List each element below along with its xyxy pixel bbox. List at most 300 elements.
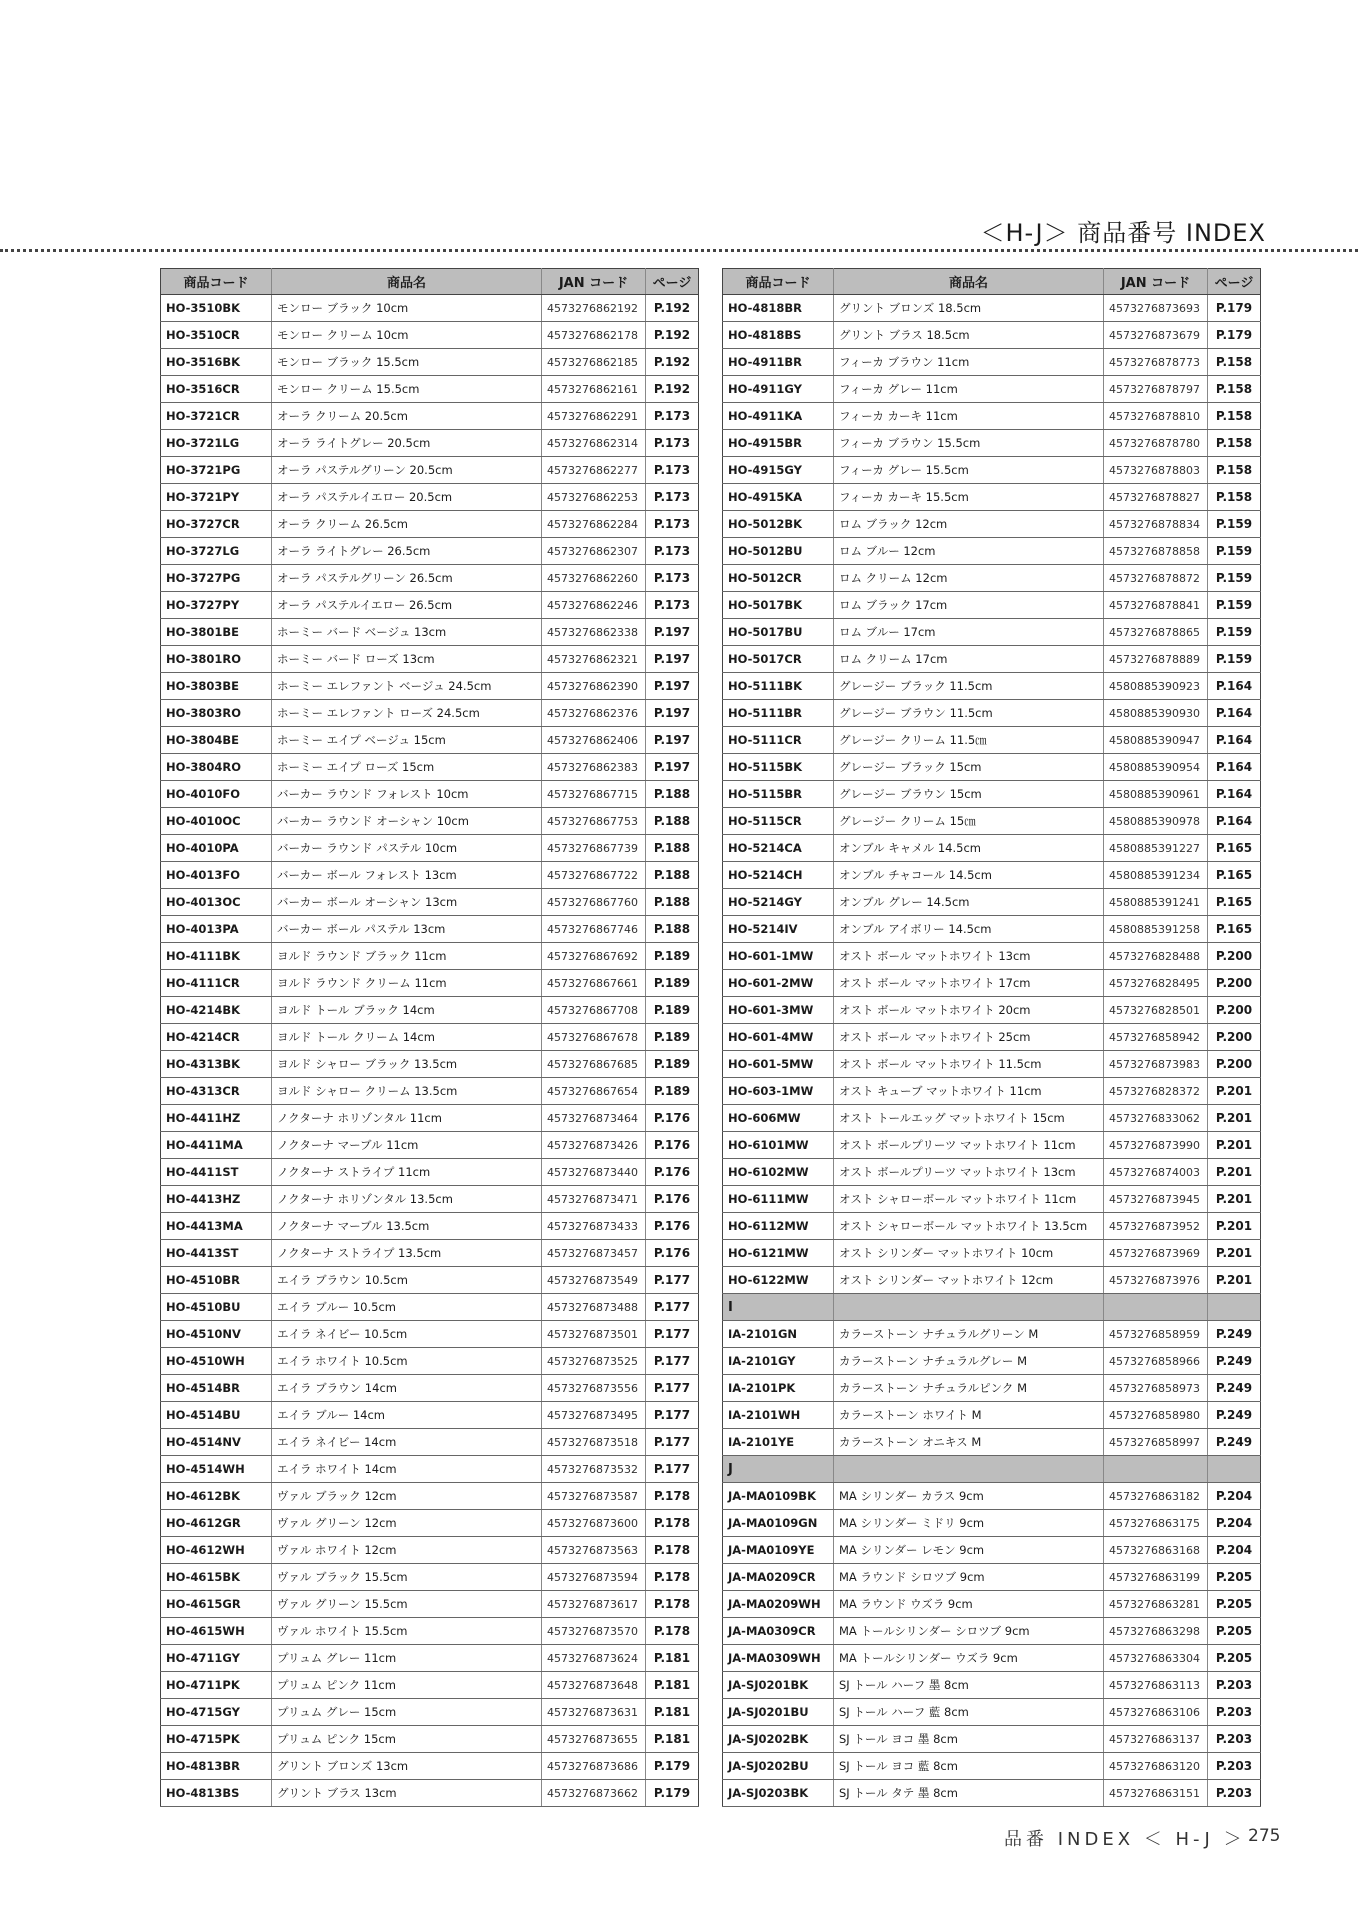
product-code: HO-4615WH <box>161 1618 272 1645</box>
page-ref: P.164 <box>1208 727 1261 754</box>
product-code: JA-SJ0201BK <box>723 1672 834 1699</box>
product-name: オスト シャローボール マットホワイト 11cm <box>834 1186 1104 1213</box>
page-ref: P.176 <box>646 1240 699 1267</box>
page-ref: P.177 <box>646 1348 699 1375</box>
product-code: HO-3510CR <box>161 322 272 349</box>
product-name: オンブル グレー 14.5cm <box>834 889 1104 916</box>
table-row <box>723 295 1261 322</box>
table-row <box>161 1024 699 1051</box>
page-ref: P.201 <box>1208 1159 1261 1186</box>
table-row <box>161 1105 699 1132</box>
page-ref: P.173 <box>646 538 699 565</box>
table-row <box>723 1024 1261 1051</box>
jan-code: 4573276858959 <box>1104 1321 1208 1348</box>
product-name: MA トールシリンダー シロツブ 9cm <box>834 1618 1104 1645</box>
jan-code: 4573276862246 <box>542 592 646 619</box>
product-name: バーカー ボール オーシャン 13cm <box>272 889 542 916</box>
page-ref: P.201 <box>1208 1267 1261 1294</box>
product-name: オスト ボールプリーツ マットホワイト 13cm <box>834 1159 1104 1186</box>
page-ref: P.173 <box>646 457 699 484</box>
product-code: HO-4010FO <box>161 781 272 808</box>
product-code: HO-5115BR <box>723 781 834 808</box>
product-name: フィーカ グレー 11cm <box>834 376 1104 403</box>
jan-code: 4573276878803 <box>1104 457 1208 484</box>
table-row <box>161 835 699 862</box>
page-ref: P.201 <box>1208 1078 1261 1105</box>
jan-code: 4573276863120 <box>1104 1753 1208 1780</box>
table-row <box>161 916 699 943</box>
page-ref: P.192 <box>646 376 699 403</box>
product-code: IA-2101YE <box>723 1429 834 1456</box>
product-code: HO-4813BS <box>161 1780 272 1807</box>
product-name: オーラ パステルグリーン 20.5cm <box>272 457 542 484</box>
product-code: IA-2101GY <box>723 1348 834 1375</box>
jan-code: 4573276878827 <box>1104 484 1208 511</box>
jan-code: 4573276862406 <box>542 727 646 754</box>
product-name: エイラ ブラウン 10.5cm <box>272 1267 542 1294</box>
table-row <box>161 1537 699 1564</box>
page-ref: P.205 <box>1208 1591 1261 1618</box>
product-code: HO-4510BR <box>161 1267 272 1294</box>
product-code: HO-5012BU <box>723 538 834 565</box>
table-row <box>723 430 1261 457</box>
index-table-left <box>160 268 698 1807</box>
product-name: グリント ブロンズ 13cm <box>272 1753 542 1780</box>
jan-code: 4573276862390 <box>542 673 646 700</box>
product-name: ヨルド ラウンド クリーム 11cm <box>272 970 542 997</box>
product-code: HO-3803RO <box>161 700 272 727</box>
product-name: カラーストーン ナチュラルピンク M <box>834 1375 1104 1402</box>
jan-code: 4573276873525 <box>542 1348 646 1375</box>
product-code: HO-4711PK <box>161 1672 272 1699</box>
table-row <box>723 646 1261 673</box>
product-name: ヴァル グリーン 12cm <box>272 1510 542 1537</box>
table-row <box>161 1078 699 1105</box>
page-ref: P.249 <box>1208 1348 1261 1375</box>
product-name: カラーストーン オニキス M <box>834 1429 1104 1456</box>
product-code: HO-606MW <box>723 1105 834 1132</box>
product-code: HO-6122MW <box>723 1267 834 1294</box>
footer-label: 品番 INDEX ＜ H-J ＞ <box>1004 1829 1246 1850</box>
table-row <box>723 1429 1261 1456</box>
jan-code: 4573276873693 <box>1104 295 1208 322</box>
page-ref: P.177 <box>646 1267 699 1294</box>
header-name: 商品名 <box>272 269 542 295</box>
product-name: グリント ブロンズ 18.5cm <box>834 295 1104 322</box>
jan-code: 4573276828372 <box>1104 1078 1208 1105</box>
product-code: JA-MA0109YE <box>723 1537 834 1564</box>
jan-code: 4573276862307 <box>542 538 646 565</box>
product-code: JA-SJ0202BK <box>723 1726 834 1753</box>
product-name: プリュム グレー 11cm <box>272 1645 542 1672</box>
table-row <box>161 619 699 646</box>
page-ref: P.164 <box>1208 673 1261 700</box>
product-code: HO-4514WH <box>161 1456 272 1483</box>
product-name: ノクターナ マーブル 11cm <box>272 1132 542 1159</box>
jan-code: 4573276867678 <box>542 1024 646 1051</box>
jan-code: 4573276863113 <box>1104 1672 1208 1699</box>
table-row <box>161 1564 699 1591</box>
product-name: オスト ボール マットホワイト 17cm <box>834 970 1104 997</box>
page-ref: P.164 <box>1208 781 1261 808</box>
product-code: HO-4013OC <box>161 889 272 916</box>
product-code: HO-4013PA <box>161 916 272 943</box>
table-row <box>161 889 699 916</box>
product-code: HO-6101MW <box>723 1132 834 1159</box>
page-ref: P.177 <box>646 1402 699 1429</box>
table-row <box>723 457 1261 484</box>
page-ref: P.201 <box>1208 1240 1261 1267</box>
table-row <box>161 1456 699 1483</box>
product-code: HO-5017CR <box>723 646 834 673</box>
page-ref: P.179 <box>646 1780 699 1807</box>
product-code: HO-3801BE <box>161 619 272 646</box>
product-name: ヨルド トール ブラック 14cm <box>272 997 542 1024</box>
product-code: HO-5017BU <box>723 619 834 646</box>
product-code: HO-4612BK <box>161 1483 272 1510</box>
product-code: HO-4411ST <box>161 1159 272 1186</box>
product-name: MA ラウンド シロツブ 9cm <box>834 1564 1104 1591</box>
jan-code: 4573276862321 <box>542 646 646 673</box>
product-name: オスト ボールプリーツ マットホワイト 11cm <box>834 1132 1104 1159</box>
table-row <box>161 1321 699 1348</box>
product-name: オスト シャローボール マットホワイト 13.5cm <box>834 1213 1104 1240</box>
table-row <box>161 484 699 511</box>
page-ref: P.189 <box>646 943 699 970</box>
page-ref: P.158 <box>1208 430 1261 457</box>
jan-code: 4573276863298 <box>1104 1618 1208 1645</box>
jan-code: 4573276862178 <box>542 322 646 349</box>
index-table-right <box>722 268 1260 1807</box>
table-row <box>723 1726 1261 1753</box>
product-name: エイラ ネイビー 14cm <box>272 1429 542 1456</box>
page-ref: P.179 <box>1208 322 1261 349</box>
product-code: HO-4510WH <box>161 1348 272 1375</box>
table-row <box>161 1051 699 1078</box>
table-row <box>161 1726 699 1753</box>
page-ref: P.203 <box>1208 1753 1261 1780</box>
page-ref: P.188 <box>646 835 699 862</box>
table-row <box>723 1348 1261 1375</box>
table-row <box>161 1186 699 1213</box>
page-ref: P.249 <box>1208 1375 1261 1402</box>
product-code: HO-4818BR <box>723 295 834 322</box>
table-row <box>723 1483 1261 1510</box>
jan-code: 4573276862284 <box>542 511 646 538</box>
page-ref: P.189 <box>646 997 699 1024</box>
product-code: HO-4711GY <box>161 1645 272 1672</box>
product-code: HO-3801RO <box>161 646 272 673</box>
header-jan: JAN コード <box>542 269 646 295</box>
table-row <box>161 1699 699 1726</box>
section-filler <box>1208 1294 1261 1321</box>
table-row <box>723 916 1261 943</box>
jan-code: 4580885390947 <box>1104 727 1208 754</box>
product-name: プリュム ピンク 15cm <box>272 1726 542 1753</box>
product-code: HO-5111BR <box>723 700 834 727</box>
product-code: HO-4514NV <box>161 1429 272 1456</box>
page-ref: P.177 <box>646 1375 699 1402</box>
product-code: HO-5111CR <box>723 727 834 754</box>
jan-code: 4573276863106 <box>1104 1699 1208 1726</box>
product-name: ホーミー エイプ ベージュ 15cm <box>272 727 542 754</box>
jan-code: 4573276867753 <box>542 808 646 835</box>
table-row <box>723 1780 1261 1807</box>
page-number: 275 <box>1248 1826 1281 1846</box>
product-name: オスト ボール マットホワイト 13cm <box>834 943 1104 970</box>
product-code: HO-4010OC <box>161 808 272 835</box>
jan-code: 4580885391227 <box>1104 835 1208 862</box>
page-ref: P.178 <box>646 1510 699 1537</box>
jan-code: 4573276873952 <box>1104 1213 1208 1240</box>
page-ref: P.158 <box>1208 349 1261 376</box>
product-name: ロム ブルー 17cm <box>834 619 1104 646</box>
jan-code: 4580885390961 <box>1104 781 1208 808</box>
table-row <box>723 1672 1261 1699</box>
jan-code: 4573276828495 <box>1104 970 1208 997</box>
table-row <box>161 1294 699 1321</box>
table-row <box>161 727 699 754</box>
product-name: バーカー ラウンド フォレスト 10cm <box>272 781 542 808</box>
page-ref: P.188 <box>646 916 699 943</box>
table-row <box>723 1051 1261 1078</box>
table-row <box>161 646 699 673</box>
product-name: SJ トール ハーフ 墨 8cm <box>834 1672 1104 1699</box>
page-ref: P.181 <box>646 1699 699 1726</box>
page-ref: P.189 <box>646 1051 699 1078</box>
table-row <box>161 1753 699 1780</box>
product-code: HO-4013FO <box>161 862 272 889</box>
product-name: モンロー ブラック 15.5cm <box>272 349 542 376</box>
page-title: ＜H-J＞ 商品番号 INDEX <box>980 219 1266 247</box>
table-row <box>723 1321 1261 1348</box>
table-row <box>161 1618 699 1645</box>
product-name: オスト キューブ マットホワイト 11cm <box>834 1078 1104 1105</box>
product-name: MA シリンダー カラス 9cm <box>834 1483 1104 1510</box>
jan-code: 4573276878841 <box>1104 592 1208 619</box>
jan-code: 4573276863199 <box>1104 1564 1208 1591</box>
product-name: SJ トール ヨコ 墨 8cm <box>834 1726 1104 1753</box>
product-name: ロム クリーム 12cm <box>834 565 1104 592</box>
jan-code: 4573276873600 <box>542 1510 646 1537</box>
table-row <box>723 1132 1261 1159</box>
table-row <box>723 862 1261 889</box>
product-name: オーラ クリーム 20.5cm <box>272 403 542 430</box>
page-ref: P.176 <box>646 1132 699 1159</box>
product-code: HO-6111MW <box>723 1186 834 1213</box>
product-code: HO-4612GR <box>161 1510 272 1537</box>
jan-code: 4573276873563 <box>542 1537 646 1564</box>
jan-code: 4573276873976 <box>1104 1267 1208 1294</box>
jan-code: 4573276862277 <box>542 457 646 484</box>
product-code: HO-4313CR <box>161 1078 272 1105</box>
page-ref: P.192 <box>646 322 699 349</box>
jan-code: 4573276863304 <box>1104 1645 1208 1672</box>
product-code: HO-4514BU <box>161 1402 272 1429</box>
table-row <box>723 1618 1261 1645</box>
jan-code: 4573276867708 <box>542 997 646 1024</box>
product-name: フィーカ カーキ 15.5cm <box>834 484 1104 511</box>
product-name: エイラ ホワイト 10.5cm <box>272 1348 542 1375</box>
table-row <box>161 1591 699 1618</box>
table-row <box>161 754 699 781</box>
product-name: ロム ブルー 12cm <box>834 538 1104 565</box>
page-ref: P.164 <box>1208 754 1261 781</box>
table-row <box>723 322 1261 349</box>
jan-code: 4573276878773 <box>1104 349 1208 376</box>
table-row <box>161 1645 699 1672</box>
table-row <box>723 943 1261 970</box>
product-code: JA-MA0309CR <box>723 1618 834 1645</box>
product-code: HO-4413MA <box>161 1213 272 1240</box>
table-row <box>161 673 699 700</box>
jan-code: 4573276873969 <box>1104 1240 1208 1267</box>
product-name: カラーストーン ナチュラルグリーン M <box>834 1321 1104 1348</box>
jan-code: 4573276874003 <box>1104 1159 1208 1186</box>
page-ref: P.204 <box>1208 1483 1261 1510</box>
table-row <box>161 1159 699 1186</box>
product-code: HO-5111BK <box>723 673 834 700</box>
jan-code: 4573276873556 <box>542 1375 646 1402</box>
product-name: オスト シリンダー マットホワイト 12cm <box>834 1267 1104 1294</box>
table-row <box>723 781 1261 808</box>
table-row <box>161 1348 699 1375</box>
page-ref: P.178 <box>646 1618 699 1645</box>
product-name: オーラ ライトグレー 20.5cm <box>272 430 542 457</box>
page-ref: P.181 <box>646 1645 699 1672</box>
product-name: モンロー クリーム 10cm <box>272 322 542 349</box>
table-row <box>161 322 699 349</box>
product-name: ヴァル グリーン 15.5cm <box>272 1591 542 1618</box>
page-ref: P.189 <box>646 1078 699 1105</box>
table-row <box>723 889 1261 916</box>
product-code: HO-4911BR <box>723 349 834 376</box>
product-code: HO-3727PY <box>161 592 272 619</box>
section-filler <box>1208 1456 1261 1483</box>
table-row <box>161 997 699 1024</box>
product-name: MA シリンダー ミドリ 9cm <box>834 1510 1104 1537</box>
table-row <box>723 808 1261 835</box>
page-ref: P.189 <box>646 1024 699 1051</box>
product-name: モンロー ブラック 10cm <box>272 295 542 322</box>
product-code: HO-4510NV <box>161 1321 272 1348</box>
product-code: JA-MA0209CR <box>723 1564 834 1591</box>
product-name: ヨルド シャロー ブラック 13.5cm <box>272 1051 542 1078</box>
product-name: ホーミー エレファント ローズ 24.5cm <box>272 700 542 727</box>
jan-code: 4573276867722 <box>542 862 646 889</box>
table-row <box>161 1240 699 1267</box>
product-name: グレージー ブラウン 15cm <box>834 781 1104 808</box>
product-code: HO-5017BK <box>723 592 834 619</box>
product-code: IA-2101WH <box>723 1402 834 1429</box>
header-code: 商品コード <box>723 269 834 295</box>
page-ref: P.188 <box>646 808 699 835</box>
product-name: オンブル キャメル 14.5cm <box>834 835 1104 862</box>
product-code: HO-3804BE <box>161 727 272 754</box>
page-ref: P.188 <box>646 781 699 808</box>
table-row <box>161 943 699 970</box>
product-code: HO-3804RO <box>161 754 272 781</box>
product-code: JA-MA0109BK <box>723 1483 834 1510</box>
jan-code: 4573276858966 <box>1104 1348 1208 1375</box>
page-ref: P.176 <box>646 1105 699 1132</box>
product-name: ヴァル ブラック 12cm <box>272 1483 542 1510</box>
page-ref: P.158 <box>1208 457 1261 484</box>
dotted-divider <box>0 249 1358 252</box>
table-row <box>161 592 699 619</box>
page-ref: P.249 <box>1208 1429 1261 1456</box>
jan-code: 4573276873457 <box>542 1240 646 1267</box>
page-ref: P.203 <box>1208 1726 1261 1753</box>
section-filler <box>834 1456 1104 1483</box>
product-name: グレージー クリーム 15㎝ <box>834 808 1104 835</box>
product-name: オスト ボール マットホワイト 25cm <box>834 1024 1104 1051</box>
product-code: HO-3721CR <box>161 403 272 430</box>
page-ref: P.159 <box>1208 565 1261 592</box>
header-page: ページ <box>646 269 699 295</box>
page-ref: P.197 <box>646 754 699 781</box>
jan-code: 4573276873426 <box>542 1132 646 1159</box>
product-code: HO-3516BK <box>161 349 272 376</box>
jan-code: 4573276863137 <box>1104 1726 1208 1753</box>
product-code: HO-4615GR <box>161 1591 272 1618</box>
table-row <box>161 349 699 376</box>
jan-code: 4573276873549 <box>542 1267 646 1294</box>
jan-code: 4573276873518 <box>542 1429 646 1456</box>
product-name: オスト シリンダー マットホワイト 10cm <box>834 1240 1104 1267</box>
section-filler <box>834 1294 1104 1321</box>
page-ref: P.173 <box>646 511 699 538</box>
page-ref: P.203 <box>1208 1672 1261 1699</box>
jan-code: 4580885390978 <box>1104 808 1208 835</box>
product-code: HO-4510BU <box>161 1294 272 1321</box>
table-row <box>723 1699 1261 1726</box>
jan-code: 4573276873624 <box>542 1645 646 1672</box>
page-ref: P.177 <box>646 1456 699 1483</box>
product-code: HO-4411MA <box>161 1132 272 1159</box>
page-ref: P.173 <box>646 403 699 430</box>
page-ref: P.159 <box>1208 646 1261 673</box>
page-ref: P.203 <box>1208 1699 1261 1726</box>
page-ref: P.165 <box>1208 835 1261 862</box>
jan-code: 4573276862161 <box>542 376 646 403</box>
table-row <box>161 457 699 484</box>
product-code: HO-601-3MW <box>723 997 834 1024</box>
table-row <box>723 1510 1261 1537</box>
page-ref: P.178 <box>646 1591 699 1618</box>
product-code: HO-5115BK <box>723 754 834 781</box>
table-row <box>161 1267 699 1294</box>
page-ref: P.179 <box>646 1753 699 1780</box>
jan-code: 4580885390923 <box>1104 673 1208 700</box>
jan-code: 4573276878780 <box>1104 430 1208 457</box>
product-code: HO-3721LG <box>161 430 272 457</box>
product-name: バーカー ラウンド パステル 10cm <box>272 835 542 862</box>
product-code: JA-MA0209WH <box>723 1591 834 1618</box>
table-row <box>161 1510 699 1537</box>
page-ref: P.205 <box>1208 1564 1261 1591</box>
page-ref: P.200 <box>1208 970 1261 997</box>
product-name: グレージー ブラック 15cm <box>834 754 1104 781</box>
product-code: HO-3721PG <box>161 457 272 484</box>
table-row <box>723 403 1261 430</box>
page-ref: P.177 <box>646 1429 699 1456</box>
table-row <box>161 1132 699 1159</box>
product-name: オーラ パステルイエロー 26.5cm <box>272 592 542 619</box>
table-row <box>723 835 1261 862</box>
product-code: HO-3721PY <box>161 484 272 511</box>
page-ref: P.165 <box>1208 862 1261 889</box>
